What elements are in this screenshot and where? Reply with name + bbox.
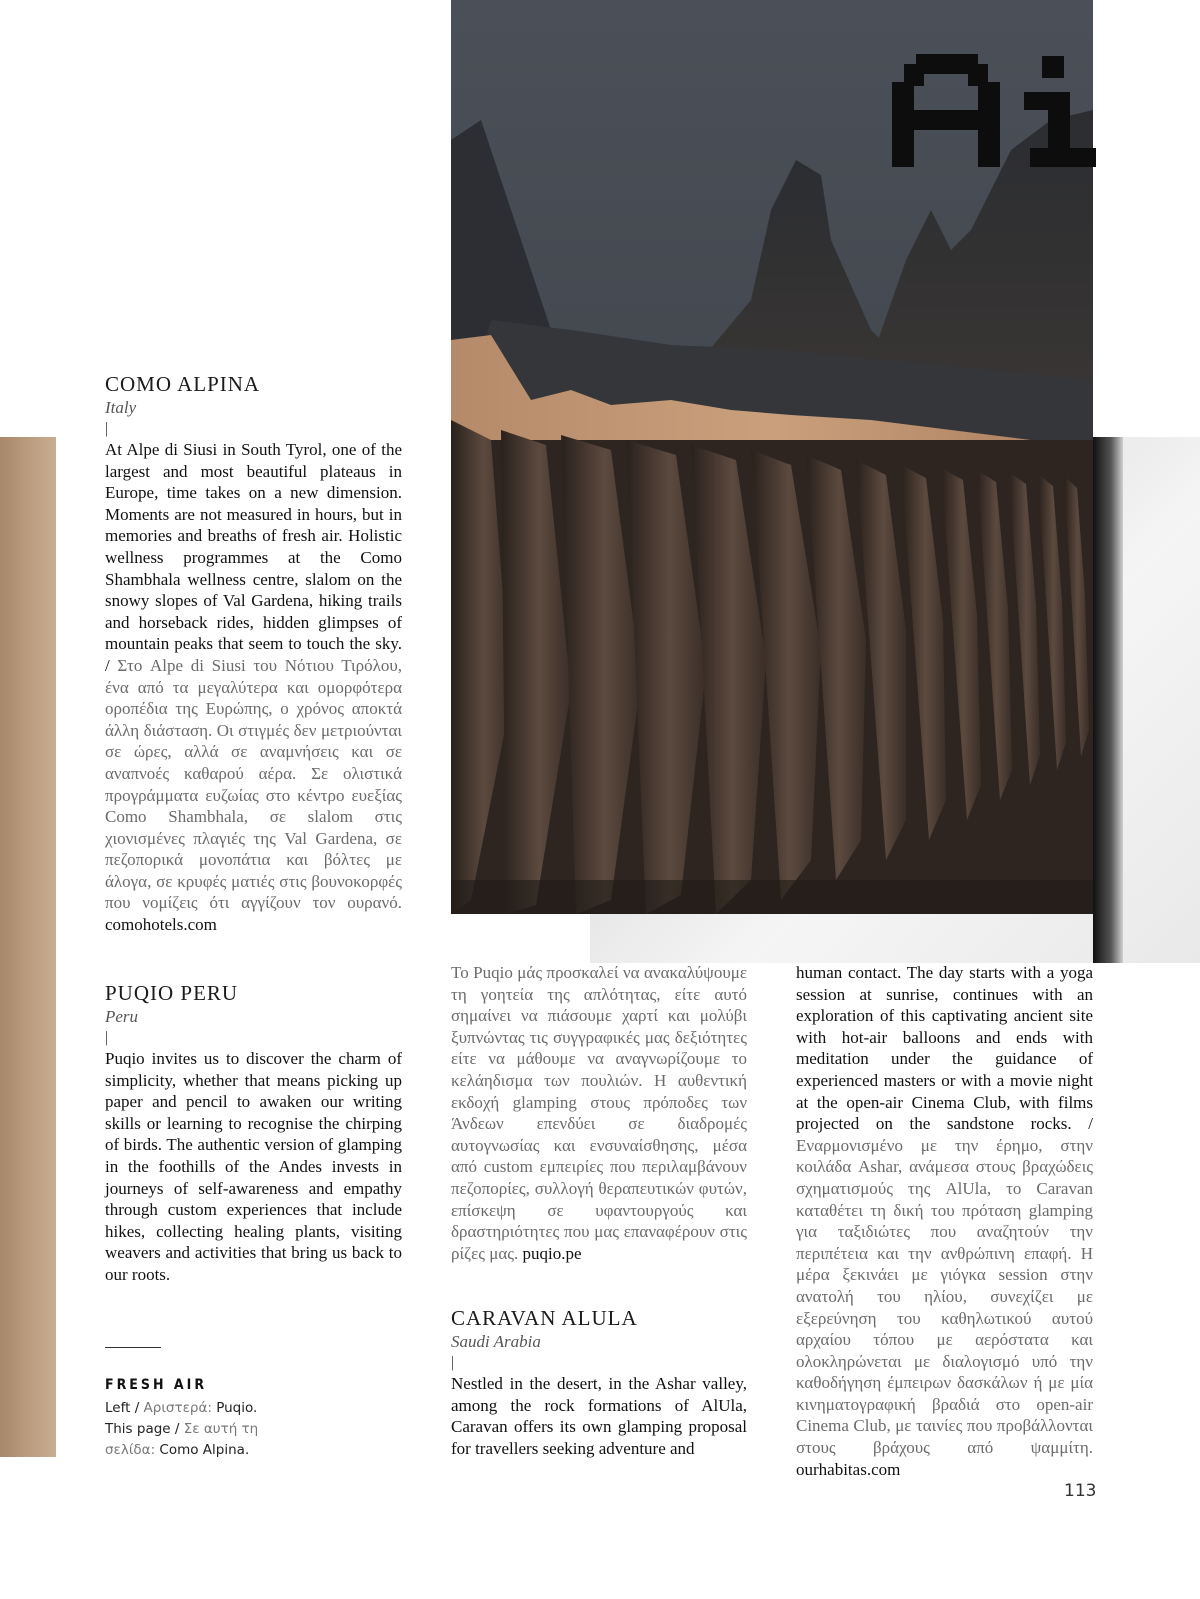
caption-left-value: Puqio. This page bbox=[105, 1400, 258, 1437]
article-puqio-peru bbox=[105, 980, 402, 1286]
text-greek: Το Puqio μάς προσκαλεί να ανακαλύψουμε τη γοητεία της απλότητας, είτε αυτό σημαίνει να πιάσουμε χαρτί και μολύβι ξυπνώντας τις συγγραφικές μας δεξιότητες είτε να μάθουμε να αναγνωρίζουμε το κελάηδισμα των πουλιών. Η αυθεντική εκδοχή glamping στους πρόποδες των Άνδεων επενδύει σε διαδρομές αυτογνωσίας και ενσυναίσθησης, μέσα από custom εμπειρίες που περιλαμβάνουν πεζοπορίες, συλλογή θεραπευτικών φυτών, επίσκεψη σε υφαντουργούς και δραστηριότητες που μας επαναφέρουν στις ρίζες μας. bbox=[451, 963, 747, 1263]
magazine-logo bbox=[890, 52, 1100, 170]
country-peru: Peru bbox=[105, 1007, 139, 1026]
heading-como-alpina: COMO ALPINA bbox=[105, 372, 261, 396]
decorative-strip bbox=[0, 437, 56, 1457]
panel-edge bbox=[1093, 437, 1123, 963]
article-caravan-alula bbox=[451, 1305, 747, 1459]
text-english: At Alpe di Siusi in South Tyrol, one of the largest and most beautiful plateaus in Europe, time takes on a new dimension. Moments are not measured in hours, but in memories and breaths of fresh air. Holistic wellness programmes at the Como Shambhala wellness centre, slalom on the snowy slopes of Val Gardena, hiking trails and horseback rides, hidden glimpses of mountain peaks that seem to touch the sky. / bbox=[105, 440, 402, 675]
divider: | bbox=[105, 1029, 109, 1046]
text-greek: Εναρμονισμένο με την έρημο, στην κοιλάδα Ashar, ανάμεσα στους βραχώδεις σχηματισμούς της AlUla, το Caravan καταθέτει τη δική του πρόταση glamping για ταξιδιώτες που αναζητούν την περιπέτεια και την ανθρώπινη επαφή. Η μέρα ξεκινάει με γιόγκα session στην ανατολή του ηλίου, συνεχίζει με εξερεύνηση του καθηλωτικού αυτού αρχαίου τόπου με αερόστατα και ολοκληρώνεται με διαλογισμό υπό την καθοδήγηση έμπειρων δασκάλων ή με μία κινηματογραφική βραδιά στο open-air Cinema Club, με ταινίες που προβάλλονται στους βράχους από ψαμμίτη. bbox=[796, 1135, 1093, 1458]
caption-left: Left bbox=[105, 1400, 131, 1416]
website-link[interactable]: ourhabitas.com bbox=[796, 1459, 901, 1479]
text-english: human contact. The day starts with a yoga session at sunrise, continues with an exploration of this captivating ancient site with hot-air balloons and ends with meditation under the guidance of experienced masters or with a movie night at the open-air Cinema Club, with films projected on the sandstone rocks. / bbox=[796, 963, 1093, 1134]
divider: | bbox=[451, 1354, 455, 1371]
website-link[interactable]: comohotels.com bbox=[105, 915, 217, 935]
caption-divider bbox=[105, 1347, 161, 1348]
caption-left-greek: Αριστερά: bbox=[143, 1400, 212, 1416]
article-caravan-continued bbox=[796, 962, 1093, 1480]
text-greek: Στο Alpe di Siusi του Νότιου Τιρόλου, ένα από τα μεγαλύτερα και ομορφότερα οροπέδια της Ευρώπης, ο χρόνος αποκτά άλλη διάσταση. Οι στιγμές δεν μετριούνται σε ώρες, αλλά σε αναμνήσεις και σε αναπνοές καθαρού αέρα. Σε ολιστικά προγράμματα ευζωίας στο κέντρο ευεξίας Como Shambhala, σε slalom στις χιονισμένες πλαγιές της Val Gardena, σε πεζοπορικά μονοπάτια και βόλτες με άλογα, σε κρυφές ματιές στις βουνοκορφές που νομίζεις ότι αγγίζουν τον ουρανό. bbox=[105, 655, 403, 913]
article-puqio-greek bbox=[451, 962, 747, 1264]
heading-puqio-peru: PUQIO PERU bbox=[105, 981, 239, 1005]
divider: | bbox=[105, 420, 109, 437]
caption-title: FRESH AIR bbox=[105, 1377, 208, 1393]
article-como-alpina bbox=[105, 371, 402, 936]
logo-glyph bbox=[890, 52, 1100, 170]
photo-caption: Left / Αριστερά: Puqio. This page / Σε αυτή τη σελίδα: Como Alpina. bbox=[105, 1400, 259, 1458]
caption-this-page-greek: Σε αυτή τη σελίδα: bbox=[105, 1421, 259, 1458]
text-english: Nestled in the desert, in the Ashar valley, among the rock formations of AlUla, Caravan offers its own glamping proposal for travellers seeking adventure and bbox=[451, 1374, 747, 1458]
logo-text: Ai bbox=[890, 52, 891, 53]
text-english: Puqio invites us to discover the charm of simplicity, whether that means picking up paper and pencil to awaken our writing skills or learning to recognise the chirping of birds. The authentic version of glamping in the foothills of the Andes invests in journeys of self-awareness and empathy through custom experiences that include hikes, collecting healing plants, visiting weavers and activities that bring us back to our roots. bbox=[105, 1049, 402, 1284]
heading-caravan-alula: CARAVAN ALULA bbox=[451, 1306, 638, 1330]
website-link[interactable]: puqio.pe bbox=[522, 1243, 582, 1263]
page-number: 113 bbox=[1064, 1481, 1097, 1501]
caption-this-page-value: Como Alpina. bbox=[159, 1442, 250, 1458]
country-saudi-arabia: Saudi Arabia bbox=[451, 1332, 541, 1351]
country-italy: Italy bbox=[105, 398, 137, 417]
